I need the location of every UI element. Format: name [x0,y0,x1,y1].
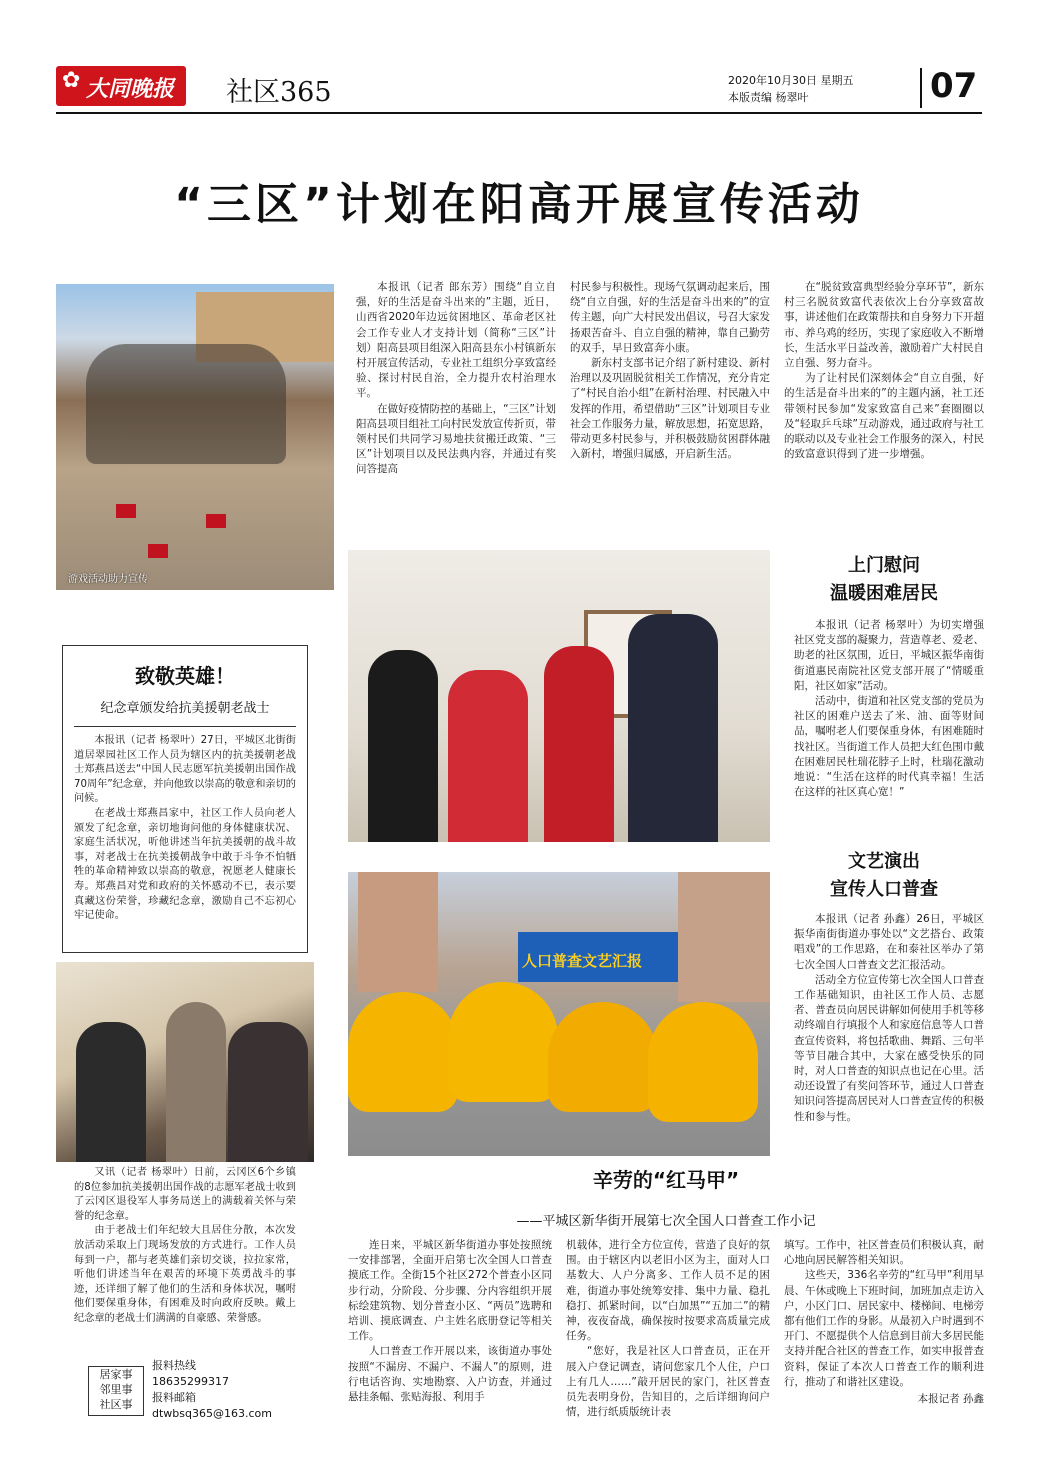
paragraph: 在老战士郑燕昌家中，社区工作人员向老人颁发了纪念章，亲切地询问他的身体健康状况、家庭生活状况，听他讲述当年抗美援朝的战斗故事，对老战士在抗美援朝战争中敢于斗争不怕牺牲的革命精神致以崇高的敬意，祝愿老人健康长寿。郑燕昌对党和政府的关怀感动不已，表示要真藏这份荣誉，珍藏纪念章，激励自己不忘初心牢记使命。 [74,807,296,922]
census-article-title: 辛劳的“红马甲” [592,1168,740,1192]
hotline-label: 报料热线 [152,1359,196,1372]
census-column-3 [784,1238,984,1407]
issue-date: 2020年10月30日 星期五 [728,74,854,87]
show-article-title-2: 宣传人口普查 [830,879,938,900]
stamp-line: 居家事 [99,1368,133,1381]
photo-medal-ceremony [56,962,314,1162]
stamp-line: 社区事 [99,1398,133,1411]
visit-article-title-2: 温暖困难居民 [830,583,938,604]
show-article-body [794,912,984,1125]
paragraph: 在做好疫情防控的基础上，“三区”计划阳高县项目组社工向村民发放宣传折页，带领村民们共同学习易地扶贫搬迁政策、“三区”计划项目以及民法典内容，并通过有奖问答提高 [356,402,556,476]
section-title: 社区365 [226,77,332,108]
second-box-body [74,1166,296,1327]
hotline-phone: 18635299317 [152,1375,229,1388]
main-article-column-3 [784,280,984,462]
stage-banner [518,932,678,982]
email-label: 报料邮箱 [152,1391,196,1404]
masthead [56,64,982,112]
page-editor: 本版责编 杨翠叶 [728,91,809,104]
paragraph: 填写。工作中，社区普查员们积极认真，耐心地向居民解答相关知识。 [784,1239,984,1267]
paragraph: 本报讯（记者 孙鑫）26日，平城区振华南街街道办事处以“文艺搭台、政策唱戏”的工作思路，在和泰社区举办了第七次全国人口普查文艺汇报活动。 [794,913,984,971]
visit-article-title-1: 上门慰问 [848,555,920,576]
paragraph: 为了让村民们深刻体会“自立自强，好的生活是奋斗出来的”的主题内涵，社工还带领村民参加“发家致富自己来”套圈圈以及“轻取乒乓球”互动游戏，通过政府与社工的联动以及专业社会工作服务的深入，村民的致富意识得到了进一步增强。 [784,372,984,461]
main-article-column-1 [356,280,556,478]
box-subtitle: 纪念章颁发给抗美援朝老战士 [100,701,270,716]
census-column-1 [348,1238,552,1405]
paragraph: 新东村支部书记介绍了新村建设、新村治理以及巩固脱贫相关工作情况，充分肯定了“村民自治小组”在新村治理、村民融入中发挥的作用，希望借助“三区”计划项目专业社会工作服务力量，解放思想，拓宽思路，带动更多村民参与，并积极鼓励贫困群体融入新村，增强归属感，开启新生活。 [570,357,770,461]
paragraph: 由于老战士们年纪较大且居住分散，本次发放活动采取上门现场发放的方式进行。工作人员每到一户，都与老英雄们亲切交谈，拉拉家常，听他们讲述当年在艰苦的环境下英勇战斗的事迹，还详细了解了他们的生活和身体状况，嘱咐他们要保重身体，有困难及时向政府反映。戴上纪念章的老战士们满满的自豪感、荣誉感。 [74,1225,296,1324]
byline: 本报记者 孙鑫 [917,1393,984,1406]
banner-text: 人口普查文艺汇报 [522,952,643,970]
main-article-column-2 [570,280,770,462]
hotline-email: dtwbsq365@163.com [152,1407,272,1420]
paragraph: 村民参与积极性。现场气氛调动起来后，围绕“自立自强，好的生活是奋斗出来的”的宣传主题，向广大村民发出倡议，号召大家发扬艰苦奋斗、自立自强的精神，靠自己勤劳的双手，早日致富奔小康。 [570,281,770,354]
paragraph: 人口普查工作开展以来，该街道办事处按照“不漏房、不漏户、不漏人”的原则，进行电话咨询、实地勘察、入户访查，并通过悬挂条幅、张贴海报、利用手 [348,1345,552,1404]
page-number: 07 [930,66,978,106]
newspaper-name: 大同晚报 [86,76,175,102]
photo-visiting-resident [348,550,770,842]
photo-caption: 游戏活动助力宣传 [68,574,148,585]
hotline-stamp [88,1366,144,1416]
box-title-rule [74,726,296,727]
paragraph: 连日来，平城区新华街道办事处按照统一安排部署，全面开启第七次全国人口普查摸底工作。全街15个社区272个普查小区同步行动，分阶段、分步骤、分内容组织开展标绘建筑物、划分普查小区、“两员”选聘和培训、摸底调查、户主姓名底册登记等相关工作。 [348,1239,552,1343]
census-column-2 [566,1238,770,1420]
paragraph: 这些天，336名辛劳的“红马甲”利用早晨、午休或晚上下班时间，加班加点走访入户，小区门口、居民家中、楼梯间、电梯旁都有他们工作的身影。从最初入户时遇到不开门、不愿提供个人信息到目前大多居民能支持并配合社区的普查工作，如实申报普查资料，保证了本次人口普查工作的顺利进行，推动了和谐社区建设。 [784,1269,984,1388]
paragraph: 活动全方位宣传第七次全国人口普查工作基础知识，由社区工作人员、志愿者、普查员向居民讲解如何使用手机等移动终端自行填报个人和家庭信息等人口普查宣传资料，将包括歌曲、舞蹈、三句半等节目融合其中，大家在感受快乐的同时，对人口普查的知识点也记在心里。活动还设置了有奖问答环节，通过人口普查知识问答提高居民对人口普查宣传的积极性和参与性。 [794,973,984,1123]
logo-flame-icon: ✿ [62,68,81,93]
paragraph: 在“脱贫致富典型经验分享环节”，新东村三名脱贫致富代表依次上台分享致富故事，讲述他们在政策帮扶和自身努力下开超市、养乌鸡的经历，实现了家庭收入不断增长，生活水平日益改善，激励着广大村民自立自强、努力奋斗。 [784,281,984,370]
census-article-subtitle: ——平城区新华街开展第七次全国人口普查工作小记 [516,1214,816,1229]
paragraph: 机载体，进行全方位宣传，营造了良好的氛围。由于辖区内以老旧小区为主，面对人口基数大、人户分离多、工作人员不足的困难，街道办事处统筹安排、集中力量、稳扎稳打、抓紧时间，以“白加黑”“五加二”的精神，夜夜奋战，确保按时按要求高质量完成任务。 [566,1239,770,1343]
masthead-divider [920,68,922,108]
box-title: 致敬英雄！ [135,664,235,688]
hotline-info [152,1358,302,1422]
box-article-body [74,734,296,924]
paragraph: 本报讯（记者 杨翠叶）27日，平城区北街街道居翠园社区工作人员为辖区内的抗美援朝老战士郑燕昌送去“中国人民志愿军抗美援朝出国作战70周年”纪念章，并向他致以崇高的敬意和亲切的问候。 [74,735,296,805]
paragraph: 本报讯（记者 郎东芳）围绕“自立自强，好的生活是奋斗出来的”主题，近日，山西省2020年边远贫困地区、革命老区社会工作专业人才支持计划（简称“三区”计划）阳高县项目组深入阳高县东小村镇新东村开展宣传活动，专业社工组织分享致富经验、探讨村民自治，全力提升农村治理水平。 [356,281,556,400]
paragraph: 本报讯（记者 杨翠叶）为切实增强社区党支部的凝聚力，营造尊老、爱老、助老的社区氛围，近日，平城区振华南街街道惠民南院社区党支部开展了“情暖重阳，社区如家”活动。 [794,619,984,692]
masthead-rule [56,112,982,114]
show-article-title-1: 文艺演出 [848,851,920,872]
photo-ring-toss-game [56,284,334,590]
visit-article-body [794,618,984,800]
paragraph: 活动中，街道和社区党支部的党员为社区的困难户送去了米、油、面等财间品，嘱咐老人们要保重身体，有困难随时找社区。当街道工作人员把大红色围巾戴在困难居民杜瑞花脖子上时，杜瑞花激动地说：“生活在这样的时代真幸福！生活在这样的社区真心宽！” [794,695,984,799]
paragraph: “您好，我是社区人口普查员，正在开展入户登记调查，请问您家几个人住，户口上有几人……”敲开居民的家门，社区普查员先表明身份，告知目的，之后详细询问户情，进行纸质版统计表 [566,1345,770,1419]
paragraph: 又讯（记者 杨翠叶）日前，云冈区6个乡镇的8位参加抗美援朝出国作战的志愿军老战士收到了云冈区退役军人事务局送上的满载着关怀与荣誉的纪念章。 [74,1167,296,1222]
photo-census-performance [348,872,770,1156]
stamp-line: 邻里事 [99,1383,133,1396]
headline: “三区”计划在阳高开展宣传活动 [174,179,864,230]
